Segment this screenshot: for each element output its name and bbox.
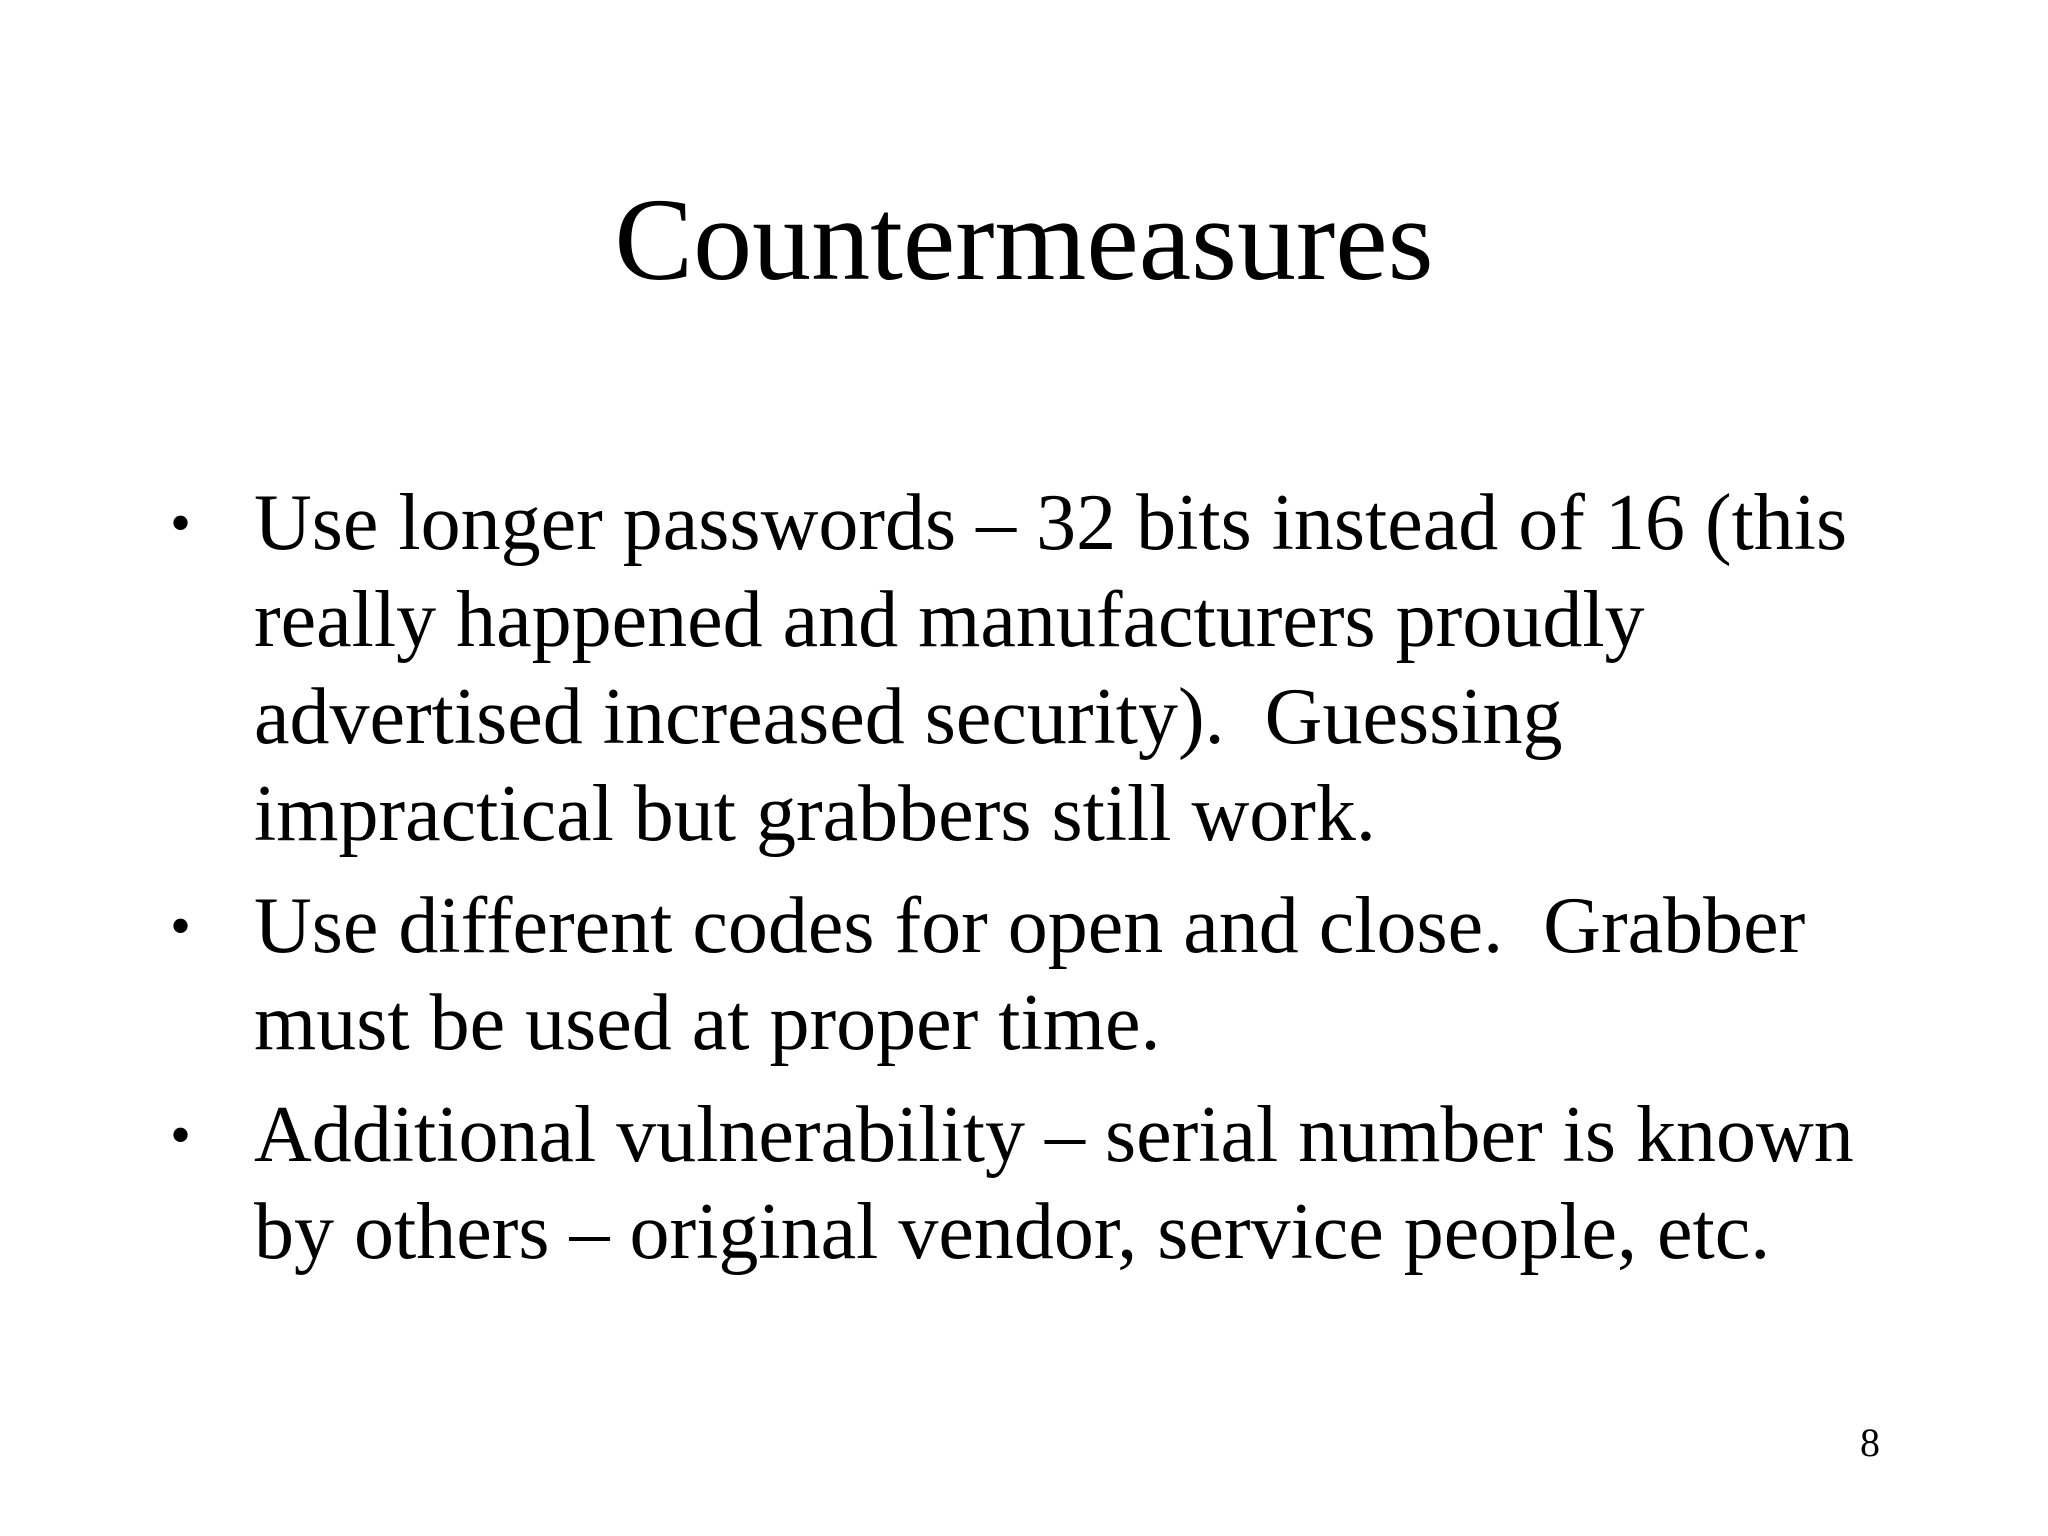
page-number: 8 [1860, 1420, 1880, 1465]
bullet-item [170, 475, 1890, 863]
bullet-list [170, 475, 1890, 1296]
bullet-icon: • [170, 893, 192, 959]
bullet-icon: • [170, 490, 192, 556]
slide-title: Countermeasures [614, 174, 1434, 305]
bullet-item [170, 1087, 1890, 1281]
bullet-item [170, 878, 1890, 1072]
bullet-text: Additional vulnerability – serial number is known by others – original vendor, service people, etc. [254, 1091, 1874, 1276]
bullet-text: Use longer passwords – 32 bits instead of 16 (this really happened and manufacturers proudly advertised increased security). Guessing impractical but grabbers still work. [254, 479, 1868, 858]
bullet-text: Use different codes for open and close. Grabber must be used at proper time. [254, 882, 1826, 1067]
bullet-icon: • [170, 1102, 192, 1168]
